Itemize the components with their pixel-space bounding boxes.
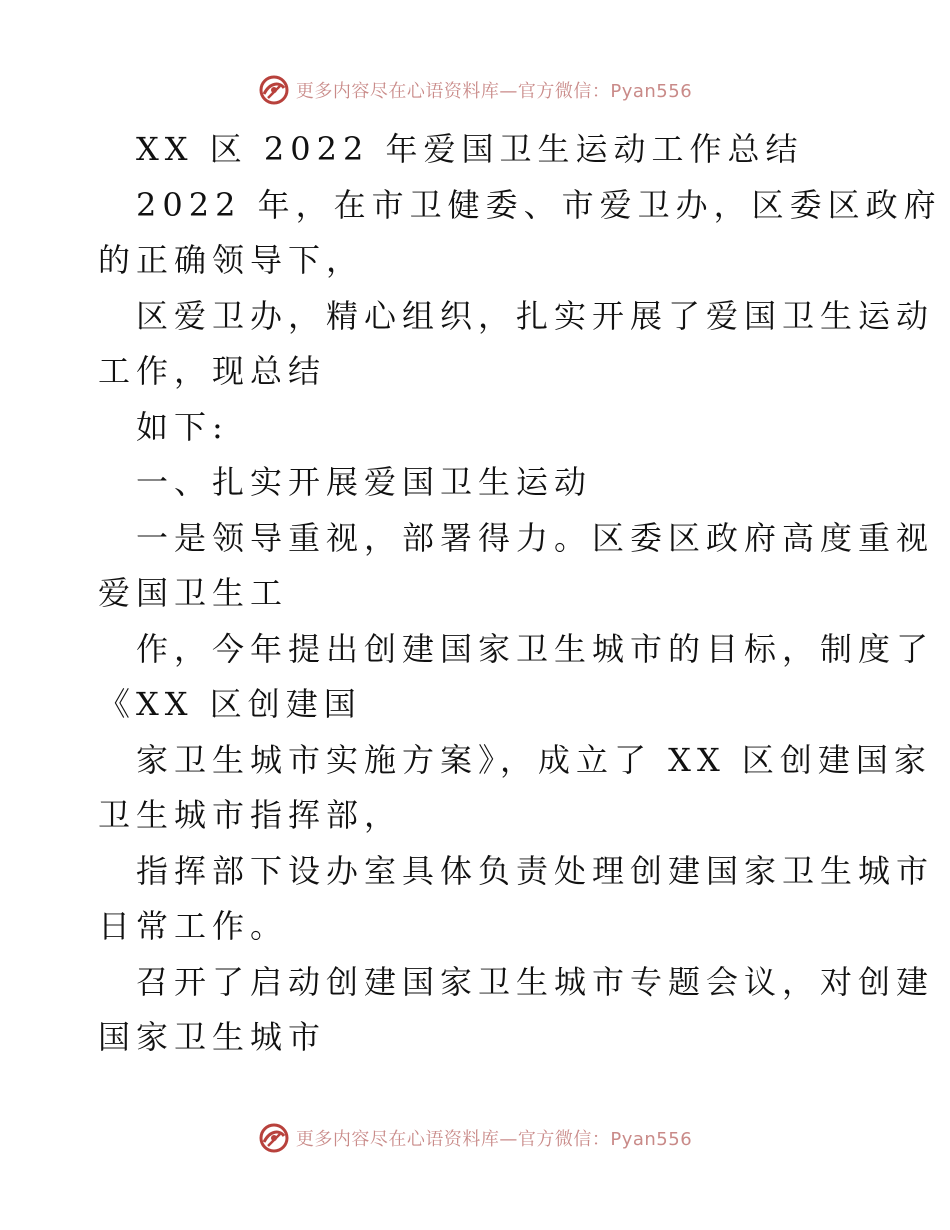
paragraph-line: 的正确领导下， [98,241,365,279]
paragraph-line: 家卫生城市实施方案》，成立了 XX 区创建国家 [136,740,932,779]
paragraph-line: 工作，现总结 [98,352,327,390]
paragraph-line: 日常工作。 [98,907,289,945]
paragraph-line: 《XX 区创建国 [98,685,362,723]
paragraph-line: 一是领导重视，部署得力。区委区政府高度重视 [136,518,935,557]
paragraph-line: 指挥部下设办室具体负责处理创建国家卫生城市 [136,851,935,890]
swirl-logo-icon [258,74,290,106]
paragraph-line: 作，今年提出创建国家卫生城市的目标，制度了 [136,629,935,668]
paragraph-line: 爱国卫生工 [98,574,289,612]
paragraph-line: 2022 年，在市卫健委、市爱卫办，区委区政府 [136,185,942,224]
paragraph-line: 国家卫生城市 [98,1018,327,1056]
watermark-text: 更多内容尽在心语资料库—官方微信：Pyan556 [295,1129,693,1150]
section-heading: 一、扎实开展爱国卫生运动 [136,463,593,501]
document-body [98,122,942,1066]
paragraph-line: 召开了启动创建国家卫生城市专题会议，对创建 [136,962,935,1001]
watermark-text: 更多内容尽在心语资料库—官方微信：Pyan556 [295,81,693,102]
document-title: XX 区 2022 年爱国卫生运动工作总结 [136,130,804,168]
paragraph-line: 区爱卫办，精心组织，扎实开展了爱国卫生运动 [136,296,935,335]
header-watermark [0,70,950,110]
footer-watermark [0,1118,950,1158]
paragraph-line: 如下: [136,407,229,446]
paragraph-line: 卫生城市指挥部， [98,796,403,834]
swirl-logo-icon [258,1122,290,1154]
